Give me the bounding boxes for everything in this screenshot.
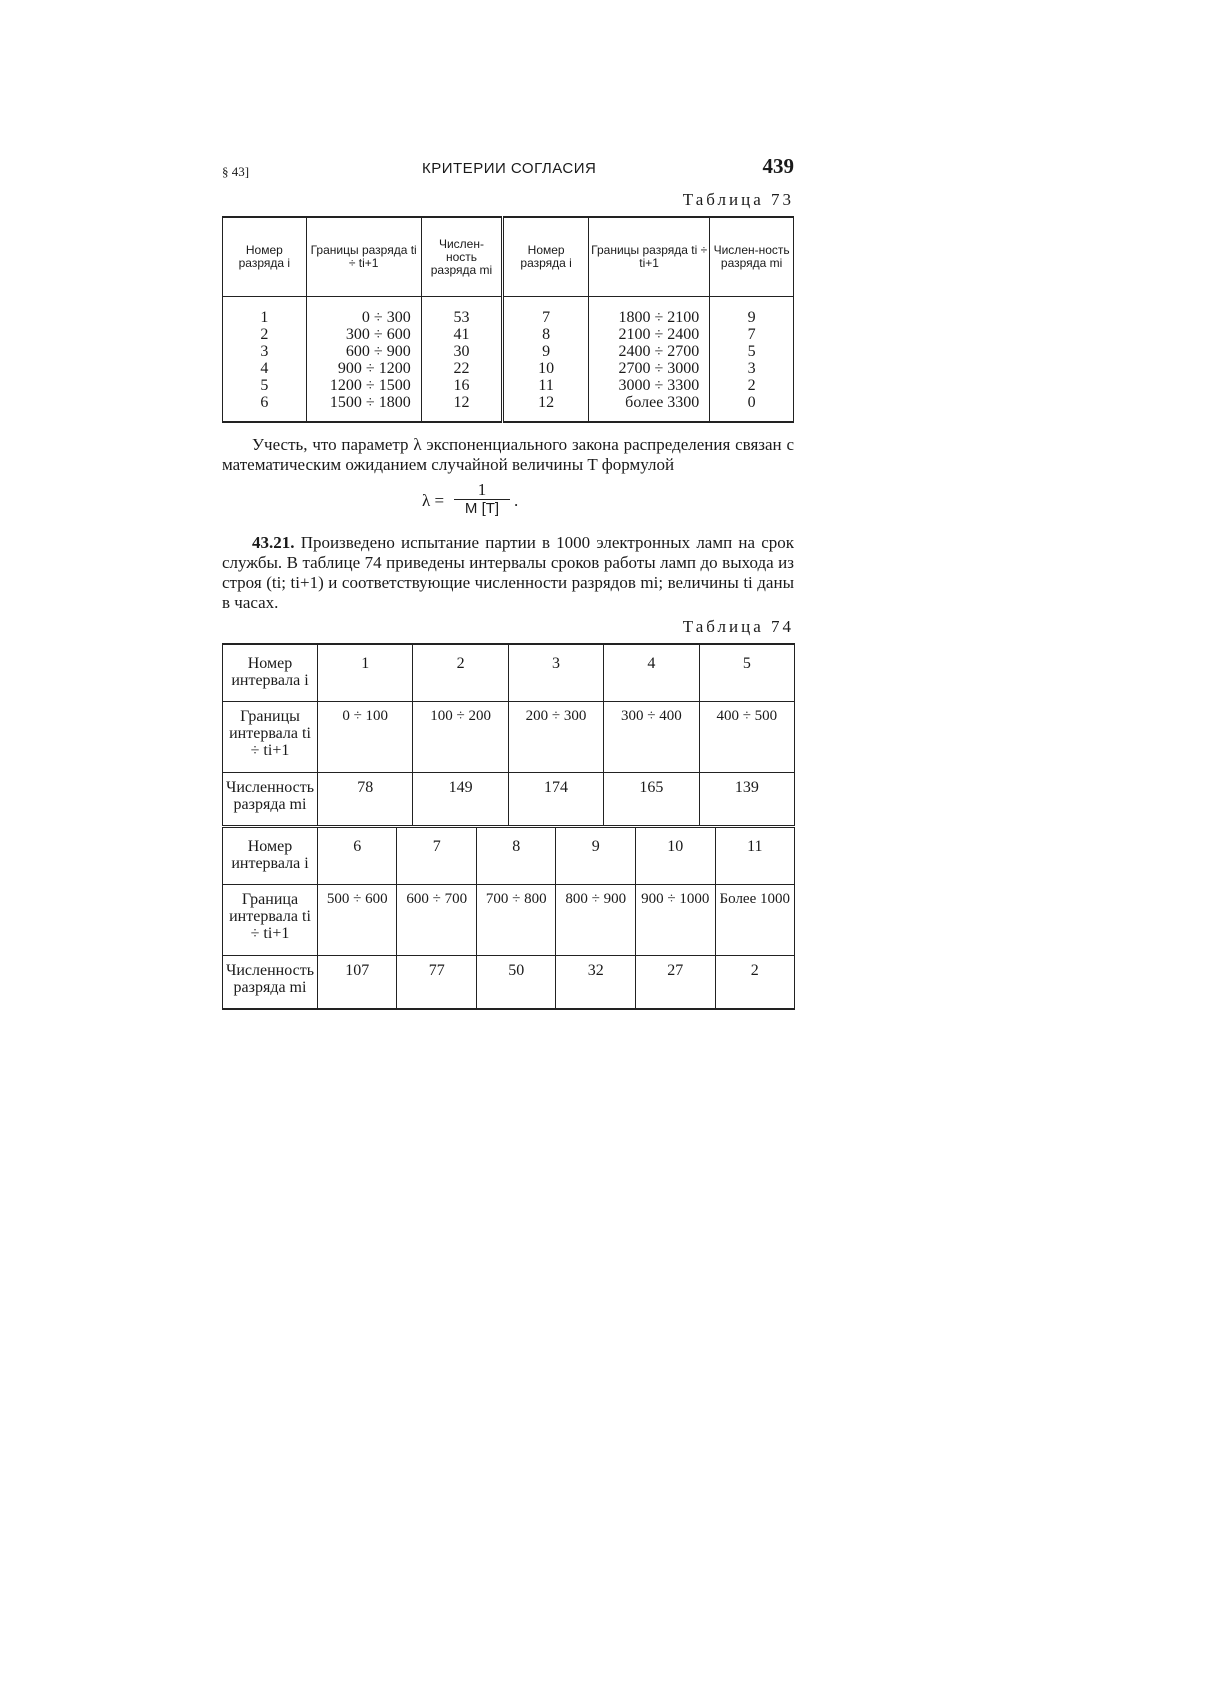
t73-header-bounds: Границы разряда ti ÷ ti+1 (306, 217, 421, 297)
t74-cell: 149 (413, 773, 508, 827)
t73-cell: 9 (710, 309, 794, 326)
t74-cell: 5 (699, 644, 794, 702)
t74-cell: 300 ÷ 400 (604, 702, 699, 773)
t73-cell: 6 (223, 394, 307, 411)
lambda-formula (222, 481, 794, 519)
t74-cell: 600 ÷ 700 (397, 885, 477, 956)
t73-cell: 3000 ÷ 3300 (589, 377, 710, 394)
t73-cell: 3 (223, 343, 307, 360)
table-73 (222, 216, 794, 423)
t73-cell: 16 (421, 377, 503, 394)
table-row (223, 702, 795, 773)
t74-row-label: Численность разряда mi (223, 773, 318, 827)
t74-cell: 1 (318, 644, 413, 702)
table-row (223, 644, 795, 702)
t73-cell: 2400 ÷ 2700 (589, 343, 710, 360)
t74-cell: 107 (318, 956, 397, 1010)
note-paragraph: Учесть, что параметр λ экспоненциального закона распределения связан с математическим ожиданием случайной величины T формулой (222, 435, 794, 474)
formula-lhs: λ = (422, 491, 445, 510)
t74-cell: 78 (318, 773, 413, 827)
table-row (223, 885, 795, 956)
t73-cell: 4 (223, 360, 307, 377)
t73-cell: 5 (710, 343, 794, 360)
t73-header-count: Числен-ность разряда mi (421, 217, 503, 297)
table-row (223, 326, 794, 343)
t73-cell: 0 ÷ 300 (306, 309, 421, 326)
t73-cell: 12 (421, 394, 503, 411)
table-74 (222, 643, 795, 1010)
t74-cell: 2 (413, 644, 508, 702)
t73-cell: 1 (223, 309, 307, 326)
t74-cell: 4 (604, 644, 699, 702)
t74-cell: 500 ÷ 600 (318, 885, 397, 956)
problem-number: 43.21. (252, 533, 295, 552)
t74-cell: 700 ÷ 800 (476, 885, 556, 956)
t73-cell: 22 (421, 360, 503, 377)
t73-cell: 1500 ÷ 1800 (306, 394, 421, 411)
t74-cell: 11 (715, 827, 795, 885)
t74-cell: 800 ÷ 900 (556, 885, 636, 956)
table-73-header-row (223, 217, 794, 297)
t73-cell: 1200 ÷ 1500 (306, 377, 421, 394)
t73-cell: 2700 ÷ 3000 (589, 360, 710, 377)
t74-cell: 6 (318, 827, 397, 885)
t74-cell: 139 (699, 773, 794, 827)
t74-row-label: Граница интервала ti ÷ ti+1 (223, 885, 318, 956)
t73-cell: 900 ÷ 1200 (306, 360, 421, 377)
t74-cell: 900 ÷ 1000 (636, 885, 716, 956)
t73-cell: 2 (223, 326, 307, 343)
formula-denominator: M [T] (464, 500, 500, 517)
t73-cell: 1800 ÷ 2100 (589, 309, 710, 326)
t74-cell: 100 ÷ 200 (413, 702, 508, 773)
t73-cell: 41 (421, 326, 503, 343)
t74-cell: 7 (397, 827, 477, 885)
t74-row-label: Численность разряда mi (223, 956, 318, 1010)
t73-cell: 3 (710, 360, 794, 377)
table-row (223, 343, 794, 360)
t73-cell: более 3300 (589, 394, 710, 411)
t73-header-number-2: Номер разряда i (503, 217, 589, 297)
t74-cell: 8 (476, 827, 556, 885)
t74-cell: 400 ÷ 500 (699, 702, 794, 773)
t73-header-count-2: Числен-ность разряда mi (710, 217, 794, 297)
table-74-caption: Таблица 74 (682, 617, 794, 636)
t74-cell: 165 (604, 773, 699, 827)
t74-cell: 27 (636, 956, 716, 1010)
t73-cell: 11 (503, 377, 589, 394)
t73-cell: 10 (503, 360, 589, 377)
table-row (223, 394, 794, 411)
t73-cell: 7 (710, 326, 794, 343)
table-row (223, 956, 795, 1010)
chapter-title: КРИТЕРИИ СОГЛАСИЯ (422, 160, 597, 177)
table-row (223, 309, 794, 326)
t73-cell: 2 (710, 377, 794, 394)
t74-cell: 9 (556, 827, 636, 885)
t74-row-label: Номер интервала i (223, 827, 318, 885)
t73-cell: 7 (503, 309, 589, 326)
section-mark: § 43] (222, 164, 250, 179)
t73-cell: 30 (421, 343, 503, 360)
t73-cell: 5 (223, 377, 307, 394)
page-number: 439 (762, 154, 794, 178)
table-row (223, 827, 795, 885)
t73-header-number: Номер разряда i (223, 217, 307, 297)
table-row (223, 377, 794, 394)
t74-cell: Более 1000 (715, 885, 795, 956)
formula-numerator: 1 (454, 481, 510, 500)
t74-cell: 50 (476, 956, 556, 1010)
t73-header-bounds-2: Границы разряда ti ÷ ti+1 (589, 217, 710, 297)
t74-cell: 10 (636, 827, 716, 885)
table-row (223, 773, 795, 827)
book-page (222, 150, 794, 1010)
t73-cell: 600 ÷ 900 (306, 343, 421, 360)
t73-cell: 0 (710, 394, 794, 411)
t74-cell: 77 (397, 956, 477, 1010)
t73-cell: 300 ÷ 600 (306, 326, 421, 343)
table-row (223, 360, 794, 377)
t74-cell: 32 (556, 956, 636, 1010)
running-head (222, 150, 794, 184)
t74-cell: 0 ÷ 100 (318, 702, 413, 773)
t74-cell: 200 ÷ 300 (508, 702, 603, 773)
t74-row-label: Номер интервала i (223, 644, 318, 702)
t74-cell: 2 (715, 956, 795, 1010)
t73-cell: 2100 ÷ 2400 (589, 326, 710, 343)
problem-text: Произведено испытание партии в 1000 электронных ламп на срок службы. В таблице 74 приведены интервалы сроков работы ламп до выхода из строя (ti; ti+1) и соответствующие численности разрядов mi; величины ti даны в часах. (222, 533, 795, 612)
t74-cell: 174 (508, 773, 603, 827)
t74-cell: 3 (508, 644, 603, 702)
table-73-caption: Таблица 73 (682, 190, 794, 209)
t73-cell: 9 (503, 343, 589, 360)
problem-paragraph (222, 533, 794, 613)
formula-end: . (514, 491, 519, 510)
t73-cell: 12 (503, 394, 589, 411)
t73-cell: 53 (421, 309, 503, 326)
t73-cell: 8 (503, 326, 589, 343)
formula-fraction (454, 481, 510, 518)
t74-row-label: Границы интервала ti ÷ ti+1 (223, 702, 318, 773)
